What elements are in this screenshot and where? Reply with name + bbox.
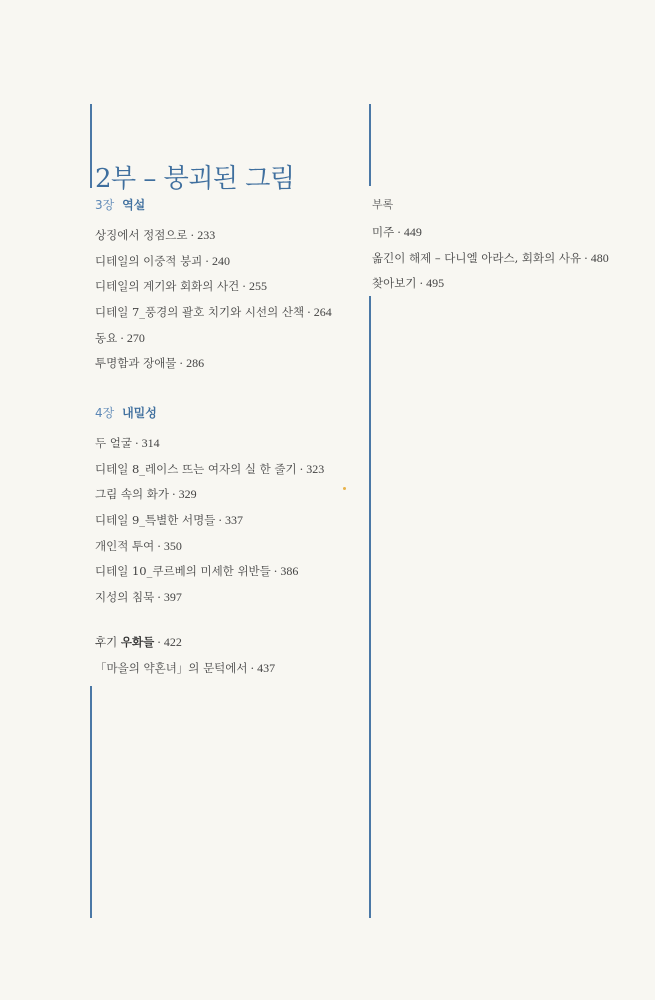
entry-title: 개인적 투여	[95, 538, 155, 553]
separator: ·	[242, 279, 246, 294]
separator: ·	[307, 305, 311, 320]
entry-title: 지성의 침묵	[95, 590, 155, 605]
entry-page: 264	[313, 305, 332, 320]
chapter-4-section	[95, 404, 324, 611]
entry-title: 두 얼굴	[95, 436, 132, 450]
entry-page: 323	[306, 461, 325, 476]
separator: ·	[205, 253, 209, 268]
entry-page: 270	[126, 330, 145, 345]
entry-title: 디테일의 계기와 회화의 사건	[95, 279, 240, 294]
entry-title: 찾아보기	[372, 276, 417, 291]
chapter-number: 3장	[95, 198, 115, 212]
separator: ·	[157, 635, 161, 649]
separator: ·	[584, 250, 588, 265]
chapter-3-section	[95, 196, 332, 377]
chapter-4-heading	[95, 404, 324, 421]
chapter-name: 역설	[122, 198, 146, 212]
entry-page: 350	[163, 538, 182, 553]
entry-page: 337	[225, 513, 244, 528]
entry-title: 그림 속의 화가	[95, 487, 169, 502]
right-top-rule	[369, 104, 371, 186]
postface-section	[95, 630, 275, 681]
separator: ·	[218, 513, 223, 528]
separator: ·	[397, 225, 401, 239]
toc-entry[interactable]	[372, 246, 609, 272]
postface-label: 후기	[95, 635, 118, 649]
toc-entry[interactable]	[95, 274, 332, 300]
left-bottom-rule	[90, 686, 92, 918]
separator: ·	[250, 660, 255, 675]
right-bottom-rule	[369, 296, 371, 918]
toc-entry[interactable]	[372, 271, 609, 297]
separator: ·	[419, 276, 424, 291]
toc-entry[interactable]	[372, 220, 609, 246]
separator: ·	[157, 590, 161, 605]
toc-entry[interactable]	[95, 656, 275, 682]
entry-title: 동요	[95, 330, 118, 345]
toc-entry[interactable]	[95, 326, 332, 352]
entry-title: 디테일의 이중적 붕괴	[95, 253, 203, 268]
separator: ·	[190, 228, 195, 242]
entry-title: 디테일 7_풍경의 괄호 치기와 시선의 산책	[95, 305, 305, 320]
toc-entry[interactable]	[95, 585, 324, 611]
separator: ·	[157, 538, 161, 553]
entry-page: 286	[186, 356, 205, 371]
entry-page: 240	[211, 253, 230, 268]
left-top-rule	[90, 104, 92, 188]
entry-title: 미주	[372, 225, 395, 239]
paper-speck	[343, 487, 346, 490]
entry-page: 314	[141, 436, 160, 450]
toc-entry[interactable]	[95, 482, 324, 508]
toc-entry[interactable]	[95, 534, 324, 560]
separator: ·	[299, 461, 304, 476]
entry-title: 「마을의 약혼녀」의 문턱에서	[95, 660, 248, 675]
toc-entry[interactable]	[95, 508, 324, 534]
toc-entry[interactable]	[95, 249, 332, 275]
chapter-name: 내밀성	[122, 406, 157, 420]
entry-page: 233	[197, 228, 216, 242]
entry-page: 449	[403, 225, 422, 239]
separator: ·	[134, 436, 139, 450]
toc-entry[interactable]	[95, 431, 324, 457]
entry-page: 480	[590, 250, 609, 265]
entry-title: 상징에서 정점으로	[95, 228, 188, 242]
entry-title: 디테일 8_레이스 뜨는 여자의 실 한 줄기	[95, 461, 297, 476]
entry-page: 329	[178, 487, 197, 502]
chapter-number: 4장	[95, 406, 115, 420]
toc-entry[interactable]	[95, 457, 324, 483]
entry-title: 디테일 9_특별한 서명들	[95, 513, 216, 528]
entry-page: 386	[280, 564, 299, 579]
entry-page: 495	[426, 276, 445, 291]
entry-page: 255	[248, 279, 267, 294]
separator: ·	[120, 330, 124, 345]
entry-title: 디테일 10_쿠르베의 미세한 위반들	[95, 564, 271, 579]
toc-entry[interactable]	[95, 223, 332, 249]
toc-entry[interactable]	[95, 559, 324, 585]
entry-title: 옮긴이 해제 – 다니엘 아라스, 회화의 사유	[372, 250, 582, 265]
postface-name: 우화들	[120, 635, 155, 649]
separator: ·	[179, 356, 184, 371]
appendix-label: 부록	[372, 198, 394, 211]
toc-entry[interactable]	[95, 300, 332, 326]
entry-title: 투명함과 장애물	[95, 356, 177, 371]
entry-page: 397	[163, 590, 182, 605]
part-title: 2부 – 붕괴된 그림	[95, 164, 295, 194]
entry-page: 422	[163, 635, 182, 649]
appendix-section	[372, 196, 609, 297]
toc-entry-postface[interactable]	[95, 630, 275, 656]
toc-entry[interactable]	[95, 351, 332, 377]
entry-page: 437	[257, 660, 276, 675]
separator: ·	[171, 487, 176, 502]
separator: ·	[273, 564, 278, 579]
chapter-3-heading	[95, 196, 332, 213]
